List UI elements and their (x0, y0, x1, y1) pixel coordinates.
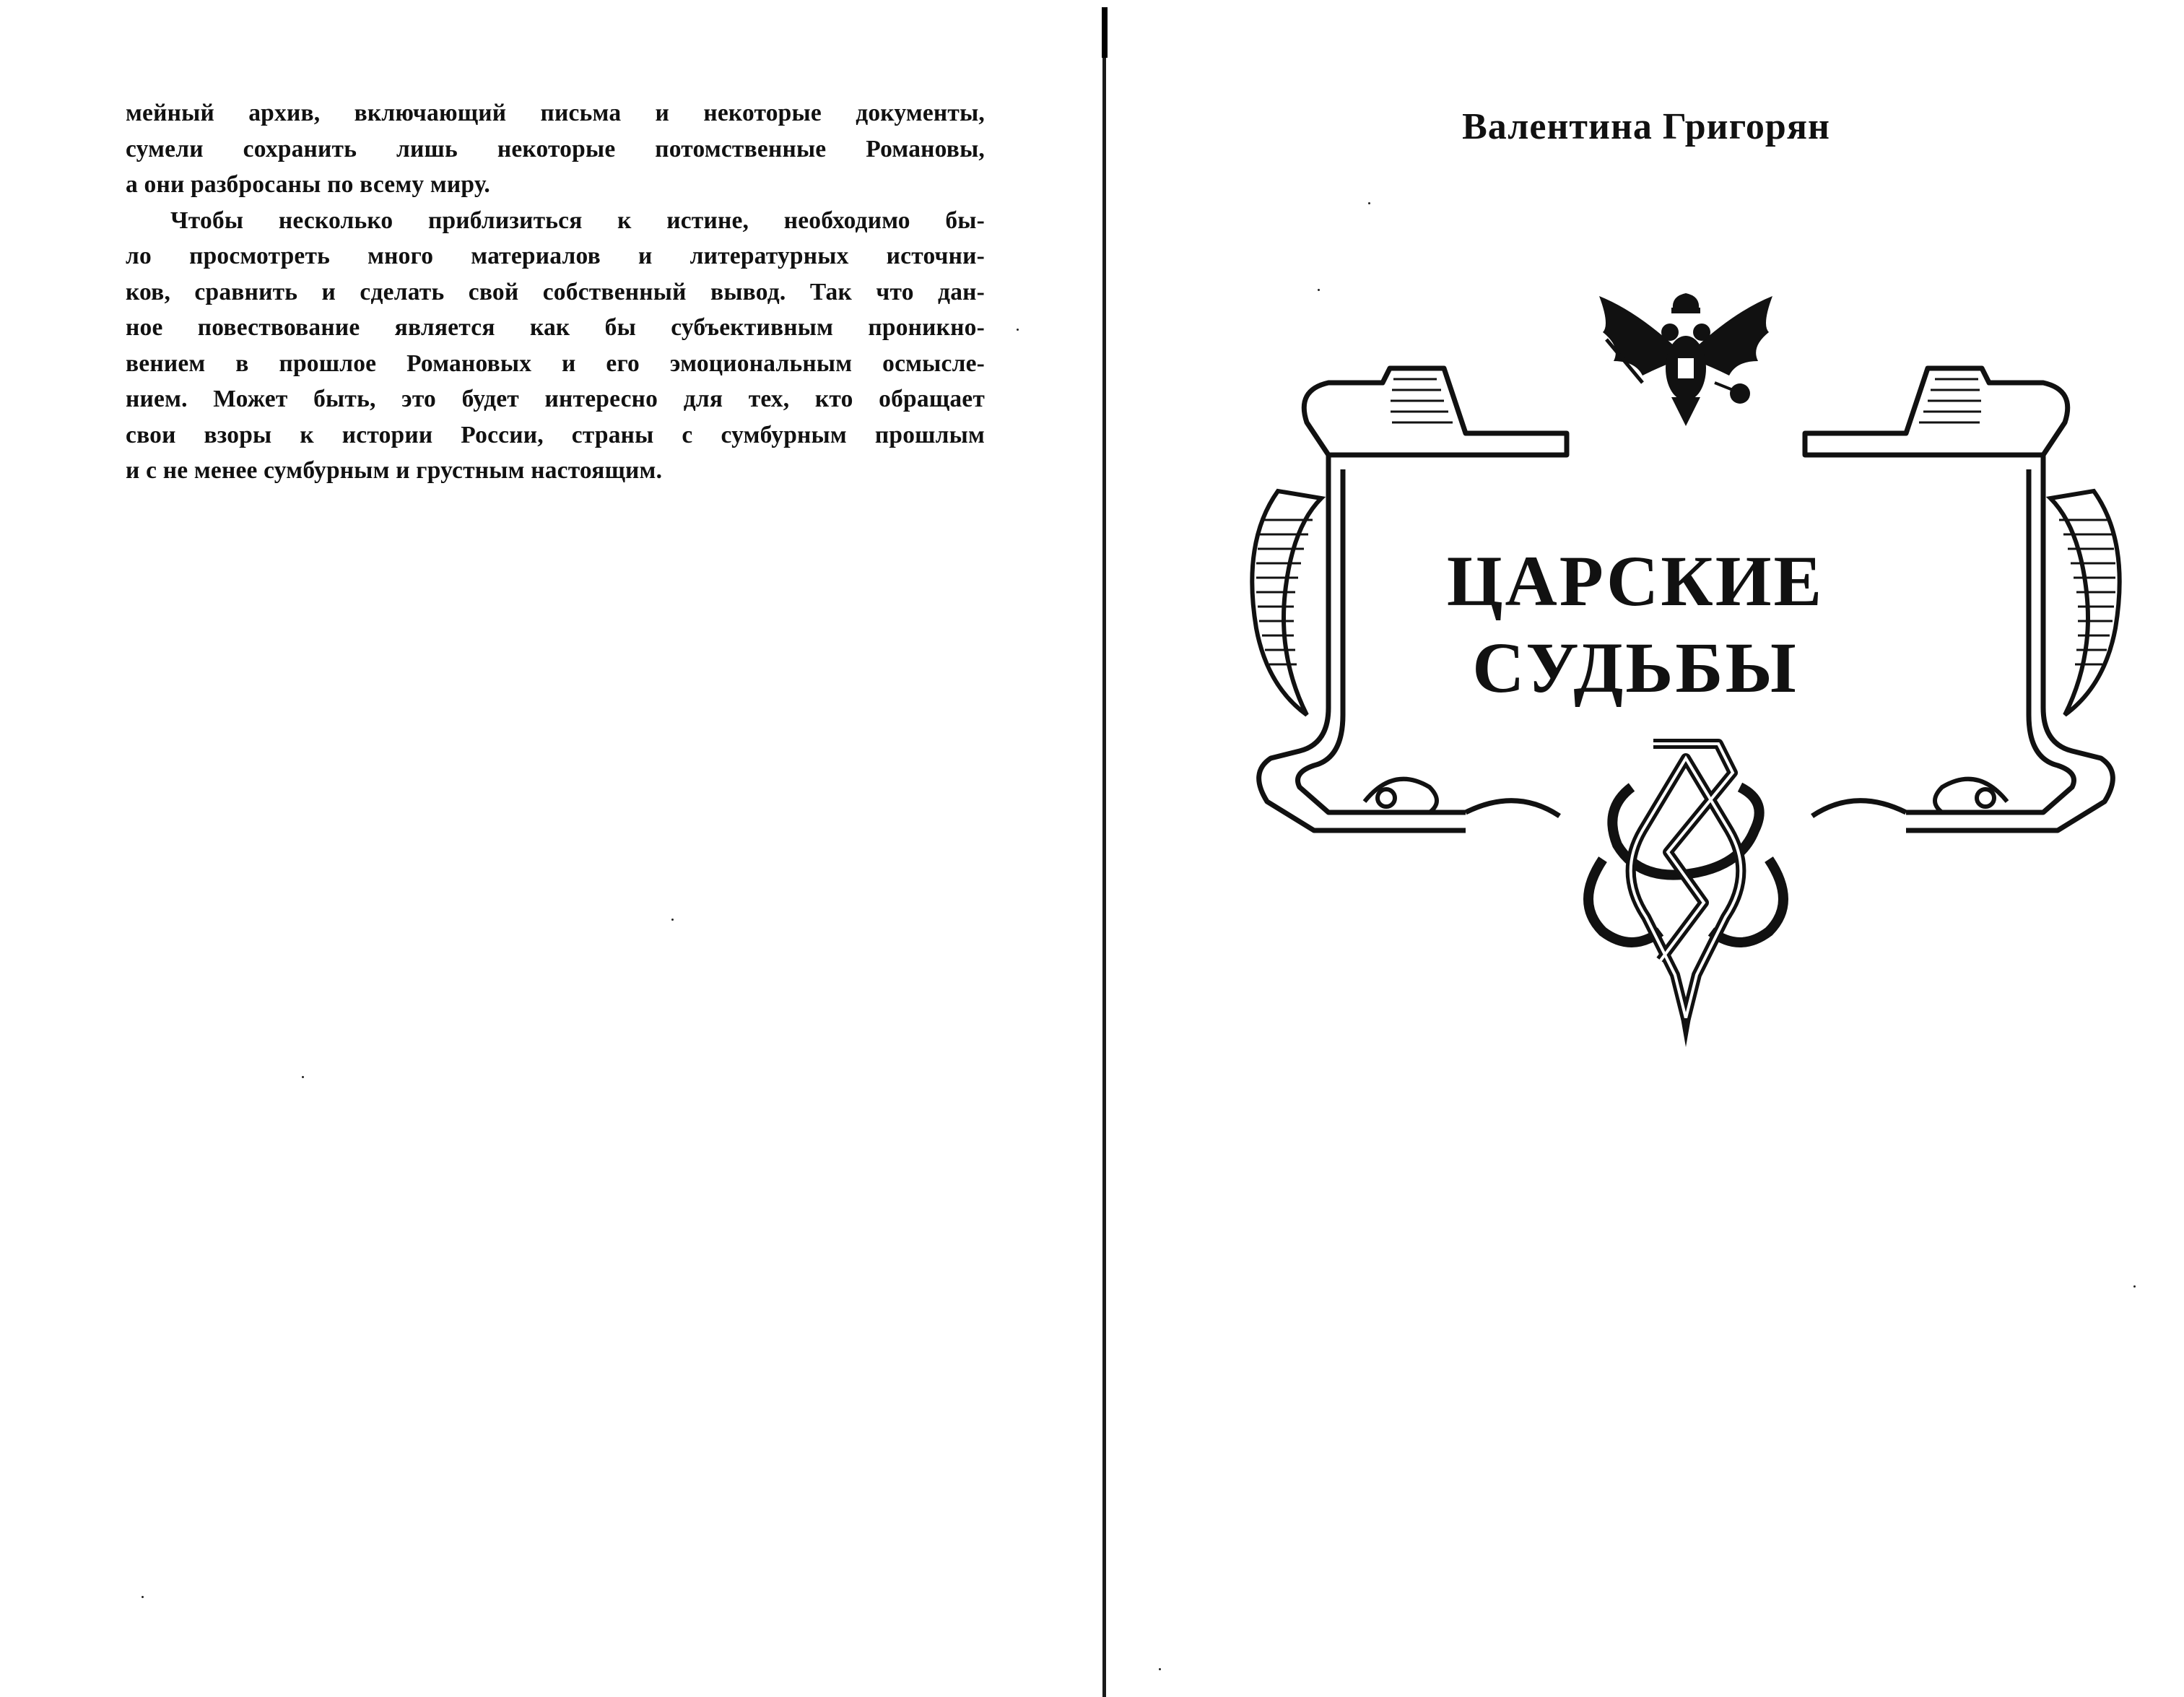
text-line: сумели сохранить лишь некоторые потомственные Романовы, (126, 135, 985, 162)
text-line: ков, сравнить и сделать свой собственный вывод. Так что дан- (126, 278, 985, 305)
text-line: нием. Может быть, это будет интересно для тех, кто обращает (126, 386, 985, 412)
text-line: мейный архив, включающий письма и некоторые документы, (126, 100, 985, 126)
left-page (0, 0, 1083, 1697)
scan-speck (2133, 1285, 2136, 1288)
book-spine-top (1102, 7, 1108, 58)
scan-speck (671, 919, 674, 921)
scan-speck (1368, 202, 1370, 204)
text-line: Чтобы несколько приблизиться к истине, необходимо бы- (170, 207, 985, 234)
left-page-text (126, 95, 985, 489)
text-line: и с не менее сумбурным и грустным настоящим. (126, 457, 663, 484)
text-line: вением в прошлое Романовых и его эмоциональным осмысле- (126, 350, 985, 377)
title-line-2: СУДЬБЫ (1472, 628, 1798, 708)
text-line: ло просмотреть много материалов и литературных источни- (126, 243, 985, 269)
scan-speck (302, 1076, 304, 1078)
ornamental-cartouche-frame (1227, 282, 2144, 1170)
text-line: ное повествование является как бы субъективным проникно- (126, 314, 985, 341)
book-title (1372, 538, 1899, 711)
scan-speck (1017, 329, 1019, 331)
text-line: а они разбросаны по всему миру. (126, 171, 490, 198)
scan-speck (1159, 1668, 1161, 1670)
author-name: Валентина Григорян (1462, 106, 1830, 147)
book-spine (1102, 7, 1106, 1697)
interlaced-monogram-icon (1588, 744, 1783, 1018)
double-headed-eagle-icon (1599, 293, 1772, 426)
right-page (1108, 0, 2184, 1697)
scan-speck (142, 1596, 144, 1598)
text-line: свои взоры к истории России, страны с сумбурным прошлым (126, 421, 985, 448)
title-line-1: ЦАРСКИЕ (1446, 541, 1824, 621)
scan-speck (1318, 289, 1320, 291)
